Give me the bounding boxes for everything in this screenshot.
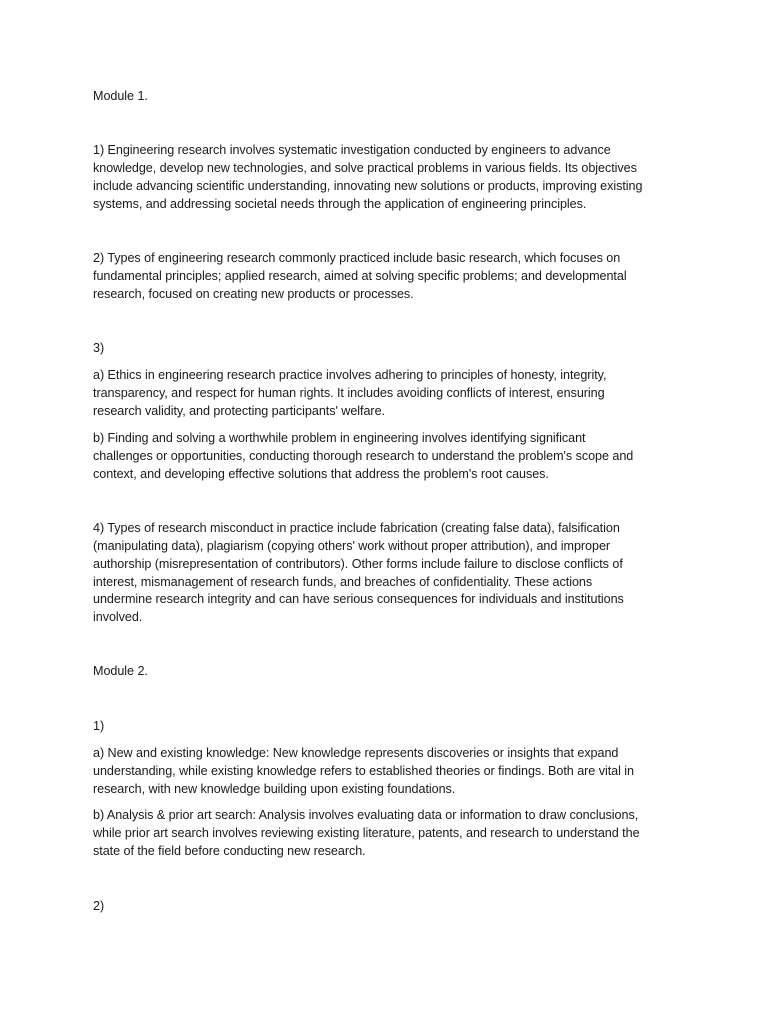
m2-p1b-line-1: b) Analysis & prior art search: Analysis involves evaluating data or information to draw conclusions, <box>93 808 639 822</box>
m2-p1a-line-2: understanding, while existing knowledge refers to established theories or findings. Both are vital in <box>93 764 634 778</box>
m1-p2-line-2: fundamental principles; applied research, aimed at solving specific problems; and developmental <box>93 269 627 283</box>
m2-item-2-label: 2) <box>93 899 105 913</box>
m1-p3b-line-2: challenges or opportunities, conducting thorough research to understand the problem's scope and <box>93 449 634 463</box>
m1-p3b-line-1: b) Finding and solving a worthwhile problem in engineering involves identifying significant <box>93 431 586 445</box>
m1-p1-line-1: 1) Engineering research involves systematic investigation conducted by engineers to advance <box>93 143 611 157</box>
m1-p4-line-5: undermine research integrity and can have serious consequences for individuals and institutions <box>93 592 624 606</box>
m1-p3b-line-3: context, and developing effective solutions that address the problem's root causes. <box>93 467 549 481</box>
document-page <box>93 0 679 1024</box>
m1-p3a-line-1: a) Ethics in engineering research practice involves adhering to principles of honesty, integrity, <box>93 368 607 382</box>
m1-item-3-label: 3) <box>93 341 105 355</box>
m1-p4-line-6: involved. <box>93 610 143 624</box>
m1-p1-line-3: include advancing scientific understanding, innovating new solutions or products, improving existing <box>93 179 643 193</box>
m1-p4-line-2: (manipulating data), plagiarism (copying others' work without proper attribution), and improper <box>93 539 611 553</box>
m1-p3a-line-3: research validity, and protecting participants' welfare. <box>93 404 385 418</box>
m2-p1a-line-3: research, with new knowledge building upon existing foundations. <box>93 782 456 796</box>
m2-p1b-line-3: state of the field before conducting new research. <box>93 844 366 858</box>
m1-p4-line-3: authorship (misrepresentation of contributors). Other forms include failure to disclose conflicts of <box>93 557 623 571</box>
m1-p1-line-2: knowledge, develop new technologies, and solve practical problems in various fields. Its objectives <box>93 161 637 175</box>
m1-p2-line-1: 2) Types of engineering research commonly practiced include basic research, which focuses on <box>93 251 621 265</box>
m1-p3a-line-2: transparency, and respect for human rights. It includes avoiding conflicts of interest, ensuring <box>93 386 605 400</box>
module-2-heading: Module 2. <box>93 664 148 678</box>
m2-item-1-label: 1) <box>93 719 105 733</box>
m2-p1a-line-1: a) New and existing knowledge: New knowledge represents discoveries or insights that expand <box>93 746 619 760</box>
m1-p1-line-4: systems, and addressing societal needs through the application of engineering principles. <box>93 197 587 211</box>
module-1-heading: Module 1. <box>93 89 148 103</box>
m1-p4-line-1: 4) Types of research misconduct in practice include fabrication (creating false data), falsification <box>93 521 620 535</box>
m1-p4-line-4: interest, mismanagement of research funds, and breaches of confidentiality. These actions <box>93 575 593 589</box>
m1-p2-line-3: research, focused on creating new products or processes. <box>93 287 414 301</box>
m2-p1b-line-2: while prior art search involves reviewing existing literature, patents, and research to understand the <box>93 826 640 840</box>
